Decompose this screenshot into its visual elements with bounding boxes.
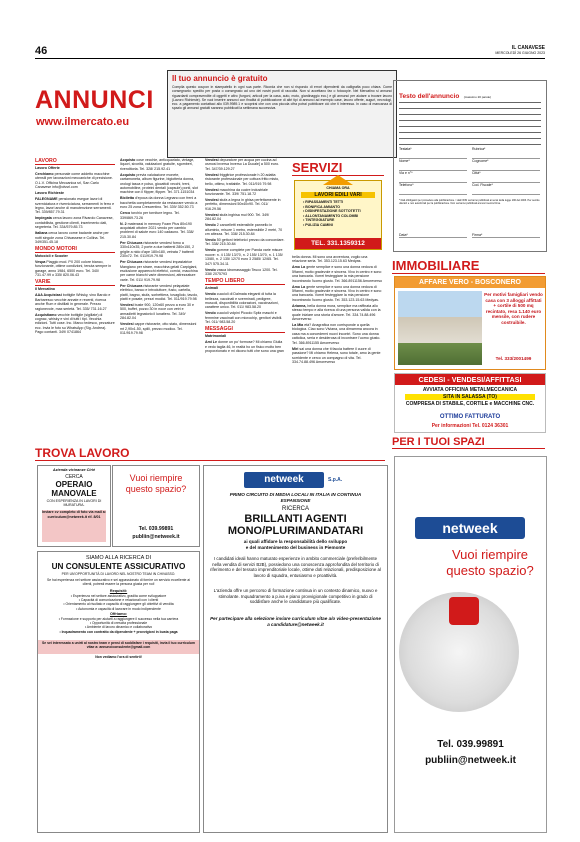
coupon-field[interactable]: Città* [472, 171, 540, 183]
list-item: Vendo vasca idromassaggio Teuco 1200. Tel. 338/ 2075793 [205, 267, 278, 277]
spazio-phone[interactable]: Tel. 039.99891 [138, 526, 174, 532]
cedesi-ad [394, 373, 546, 433]
list-item: • DISINFESTAZIONE SOTTOTETTI [303, 209, 361, 214]
coupon-box [393, 80, 547, 252]
coupon-fields-right [472, 147, 540, 195]
moto-title: MONDO MOTORI [35, 246, 115, 253]
servizi-ad [294, 180, 382, 250]
azienda-invio: Inviare cv completo di foto via mail a: curriculum@netweek.it rif. 8/01 [42, 510, 106, 542]
gratuito-box [167, 70, 397, 158]
roof-icon [323, 175, 353, 185]
list-item: AAA Acquistasi bottiglie Whisky, vino Barolo e Barbaresco vecchie annate e recenti, ricerca anche Rum e distillati in generale. Prezzo ragionevole, max serietà. Tel. 335/ 731.16.27 [35, 293, 111, 311]
immobiliare-title: IMMOBILIARE [392, 258, 545, 274]
consulente-intro: Se hai esperienza nel settore assicurativo e sei appassionato di fornire un servizio eccellente ai clienti, potresti essere la persona giusta per noi! [46, 578, 191, 587]
list-item: Acquisto cose vecchie, anticquariato, vintage, liquori, sivorità, valutazioni gratuite, sgomberi, rivenditoria. Tel. 328/ 215.92.41 [120, 158, 195, 171]
list-item: • Esperienza nel settore assicurativo, gradita come sviluppatore [70, 594, 167, 598]
per-tuoi-spazi-section [392, 436, 545, 449]
consulente-role: UN CONSULENTE ASSICURATIVO [51, 562, 186, 571]
cedesi-line: SITA IN SALASSA (TO) [405, 394, 535, 400]
varie-title: VARIE [35, 279, 115, 286]
list-item: Vendesi buste 900, 120x60 pezzo a euro 30 e 500, buffet, pozzo 30 in noce con vetri e armadietti legnatorio il lunatiero. Tel. 349/ 284.82.04 [120, 302, 194, 321]
list-item: Vendo 50 gettoni telefonici prezzo da concordare. Tel. 338/ 215.30.84 [205, 238, 285, 247]
servizi-banner: LAVORI EDILI VARI [301, 192, 375, 198]
cedesi-line: OTTIMO FATTURATO [439, 414, 501, 420]
list-item: Per Chiusura ristorante vendesi impastatrice Mangiano per strare, macchina gelati Carpigiani, esclusione apparecchi elettrici, cornici, macchina per carne bianchi varie dimensioni, attrezzature varie. Tel. 011/ 919.79.98 [120, 260, 198, 282]
spazio-slogan: Vuoi riempire questo spazio? [125, 473, 187, 494]
list-item: Italiana cerca lavoro come badante anche per notti singole zona Chivassese e Collina. Tel. 349/351.45.18 [35, 231, 109, 245]
consulente-ad [37, 551, 200, 833]
cedesi-line: COMPRESA DI STABILE, CORTILE e MACCHINE CNC. [405, 401, 535, 407]
affare-title: AFFARE VERO - BOSCONERO [395, 277, 545, 288]
consulente-footer2: Non vediamo l'ora di sentirti! [95, 655, 142, 659]
list-item: Amo La gente semplice e sono una donna vedova di 59anni, molto gradevole e sincera. Vivo in centro e sono una bancaria. Vorrei festeggiare la mia pensione incontrando l'uomo giusto. Tel. 353.123.15.63 Medyas. [292, 284, 382, 302]
list-item: Per Chiusura ristorante vendesi pelapatate elettrico, banco e introduttore, fusto, cartella, piatti, bagno, stufa, sorbettiera, tovagliolo, tavolo, piatti e posate, prezzi modici. Tel. 011/919.79.98 [120, 283, 199, 301]
column-mercatino-3 [205, 158, 285, 355]
coupon-field[interactable]: Nome* [399, 159, 467, 171]
per-tuoi-spazi-phone[interactable]: Tel. 039.99891 [437, 739, 504, 750]
list-item: • Formazione e supporto per aiutarti a raggiungere il successo nella tua carriera [58, 617, 179, 621]
list-item: Vendesi depuratore per acqua per cucina ad osmosi inversa Inverso La Ducale] a 500 euro. Tel. 347/39.129.27 [205, 158, 280, 171]
subsection-title: Il Mercatino [35, 287, 55, 292]
subsection-title: Motocicli e Scooter [35, 254, 68, 259]
list-item: Vendesi stufa inghisa mui 900. Tel. 349/ 284.82.04 [205, 212, 270, 222]
consulente-req-list [42, 594, 195, 611]
list-item: • BONIFICA AMIANTO [303, 204, 341, 209]
messaggi-title: MESSAGGI [205, 326, 285, 333]
per-tuoi-spazi-email[interactable]: publiin@netweek.it [425, 755, 516, 766]
annunci-block [35, 86, 160, 156]
trova-lavoro-title: TROVA LAVORO [35, 446, 385, 461]
list-item: Vespa Piaggio mod. PX 200 colore bianco, funzionante, ottime condizioni, tenuta sempre in garage, anno 1984, 6500 euro. Tel. 340/ 731.47.99 o 335/ 820.06.43 [35, 260, 112, 278]
list-item: Impiegata cerca lavoro zona Rivarolo Canavese, contabilista, gestione clienti, inserimento dati, segreteria. Tel. 334/579.85.73 [35, 216, 114, 230]
affare-phone[interactable]: Tel. 333/2001499 [495, 356, 532, 361]
spazio-ad-small [112, 465, 200, 547]
issue-date: MERCOLEDÌ 26 GIUGNO 2023 [495, 51, 545, 55]
coupon-sign[interactable]: Firma* [472, 233, 540, 238]
list-item: • Opportunità di crescita professionale [89, 621, 148, 626]
consulente-title: SIAMO ALLA RICERCA DI [85, 555, 152, 561]
list-item: Vendo gomme complete per Panda varie misure nuove: n. 4 135/ 13/70, n. 2 155/ 13/70, n. 1 135/ 13/80, n. 2 135/ 12/70 euro 3 2585/ 12/65. Tel. 347/ 575.34.11 [205, 248, 283, 266]
list-item: FALEGNAME pensionato esegue lavori di sverniciatura e riverniciatura, serramenti in ferro e legno, lavori anche di manutenzione serramenti. Tel. 339/857.79.31 [35, 197, 115, 215]
netweek-agenti-ad [203, 465, 388, 833]
gratuito-text: Compila questo coupon in stampatello in ogni sua parte. Ricorda che non si rispondo di errori dipendenti da calligrafia poco chiara. Come consegnarlo: spedito per posta o consegnato ad uno dei nostri punti di raccolta. Non si accettano fax o fotocopie. Nel Mercatino si annunci riguardanti compravendite di oggetti e altro (furgoni, articoli per la casa, auto, moto, giardinaggio ecc.) e gli annunci per aiutare a trovare lavoro (Lavoro Richieste). Se vuoi inserire annunci con finalità di pubblicazione di altri tipi di annunci ad esempio case, lavoro offerte, auguri, necrologi, ecc. a pagamento contattaci allo 039.9989.1 e scoprirai che con una piccola cifra potrai pubblicare ciò che ti interessa. In caso di mancanza di spazio gli annunci gratuiti saranno pubblicati la settimana successiva. [172, 85, 392, 111]
coupon-field[interactable]: Cognome* [472, 159, 540, 171]
affare-ad [394, 276, 546, 370]
annunci-title: ANNUNCI [35, 86, 154, 114]
page-header [35, 45, 545, 58]
netweek-ricerca: RICERCA [281, 506, 309, 512]
list-item: La Mia età? Anagrafica non corrisponde a quella biologica. Ciao sono Viviana, una dimamma ancora in casa ma a concedermi nuovi incontri. Sono una donna cattolica, seria e desiderosa di incontrare l'uomo giusto. Tel. 366.8911155 Amoreverso [292, 323, 381, 345]
consulente-footer-text: Se sei interessato a unirti al nostro team e pensi di soddisfare i requisiti, invia il tuo curriculum vitae a: annunciconsulente@gmail.com [42, 641, 195, 650]
list-item: Vendesi stufa a legna in ghisa perfettamente in perfetto, dimensioni 50x40x90. Tel. 011/ 916.29.56 [205, 198, 281, 211]
coupon-field[interactable]: Rubrica* [472, 147, 540, 159]
list-item: • PULIZIA CAMINI [303, 222, 333, 227]
servizi-section [292, 160, 384, 250]
coupon-subtitle: (massimo 20 parole) [463, 95, 492, 99]
spazio-email[interactable]: publiin@netweek.it [132, 534, 180, 540]
list-item: Vendo cuccioli volpini Piccolo Spitz maschi e femmine vaccinati con microchip, genitori visibili. Tel. 011/ 983.58.20 [205, 311, 283, 325]
list-item: Vendesi friggitrice professionale h 20 adatta ristorante professionale per cottura fritto misto, bello, ottimo, trattabile. Tel. 011/919.79.98 [205, 172, 280, 186]
gratuito-title: Il tuo annuncio è gratuito [172, 74, 268, 83]
coupon-date[interactable]: Data* [399, 233, 467, 238]
list-item: • ALLONTANAMENTO COLOMBI [303, 213, 359, 218]
list-item: • Inquadramento con contratto da dipendente + provvigioni in busta paga [59, 629, 178, 634]
coupon-field[interactable]: Telefono* [399, 183, 467, 195]
list-item: N. 2 materassi in memory Foam Plus 80x190 acquistati ottobre 2021 vendo per cambio problemi di salute euro 140 cadauno. Tel. 338/ 215.30.84 [120, 221, 194, 239]
servizi-phone[interactable]: TEL. 331.1359312 [295, 238, 381, 249]
cedesi-title: CEDESI - VENDESI/AFFITTASI [395, 374, 545, 385]
netweek-sub: e del mantenimento del business in Piemonte [245, 545, 346, 550]
servizi-list [303, 200, 375, 228]
house-photo [398, 291, 482, 365]
netweek-text: L'azienda offre un percorso di formazione continua in un contesto dinamico, nuovo e stimolante. Inquadramento a p.iva e piano provvigionale competitivo in grado di soddisfare anche le candidature più qualificate. [213, 588, 378, 605]
consulente-footer [38, 640, 199, 654]
list-item: Vendesi macchina da cucire industriale funzionante. Tel. 339/ 751.18.72 [205, 187, 268, 197]
azienda-ad [37, 465, 111, 547]
column-messaggi [292, 255, 382, 366]
netweek-apply[interactable]: Per partecipare alla selezione inviare curriculum vitae a/o video-presentazione a candidature@netweek.it [210, 616, 381, 627]
azienda-role: OPERAIO [55, 480, 93, 489]
list-item: • Ambiente di lavoro dinamico e collaborativo [84, 625, 153, 630]
list-item: Miri sai una donna che ti faccia battere il cuore di passione? Mi chiamo Helena, sono totale, amo la gente sorridente e cerco un compagno di vita. Tel. 334.74.88.496 Amoreverso [292, 346, 381, 364]
consulente-off-list [42, 617, 195, 634]
annunci-url[interactable]: www.ilmercato.eu [36, 116, 130, 128]
list-item: Biciletta d'epoca da donna Legnano con freni a bacchetta completamente da restaurare vendo a euro 25 zona Crescentino. Tel. 339/ 352.50.73 [120, 196, 198, 210]
netweek-role: MONO/PLURIMANDATARI [227, 525, 364, 537]
list-item: • Orientamento al risultato e capacità di raggiungere gli obiettivi di vendita [63, 602, 174, 607]
affare-text: Per motivi famigliari vendo casa con 3 alloggi affittati + cortile di 500 mq recintato, resa 1.140 euro mensile, con rudere costruibile. [484, 292, 543, 325]
netweek-logo: netweek [244, 472, 324, 488]
coupon-note: * Dati obbligatori per procedere alla pubblicazione. I dati NON verranno pubblicati ai sensi della legge 196 del 2003. Per sentire ulteriori e non autorizzati per la pubblicazione. Non verranno pubblicati annunci senza firma. [399, 199, 540, 206]
list-item: Cerchiamo personale come addetto macchine utensili per lavorazioni meccaniche di precisione. O.L.V. Officina Meccanica srl, San Carlo Canavese info@olvsrl.com [35, 172, 113, 190]
consulente-req-title: Requisiti: [109, 589, 128, 593]
azienda-sub: CON ESPERIENZA IN LAVORI DI MURATURA. [46, 499, 102, 508]
puzzle-icon [399, 592, 519, 712]
list-item: Acquisto previa valutazione monete, cartamoneta, album figurine, bigiotteria donna, orologi tasca e polso, giocattoli vecchi, treni, automobiline, proteini dentali (capsule) ponti, slot machine con il flipper, flipper. Tel. 371.1151034 [120, 172, 198, 195]
coupon-fields-left [399, 147, 467, 195]
consulente-sub: PER UN'OPPORTUNITÀ DI LAVORO NEL NOSTRO TEAM IN CHIVASSO. [61, 572, 176, 576]
servizi-title: SERVIZI [292, 160, 384, 176]
subsection-title: Matrimoniali [205, 334, 227, 339]
netweek-role: BRILLANTI AGENTI [244, 513, 347, 525]
paper-name: IL CANAVESE [511, 45, 545, 51]
netweek-sub: ai quali affidare la responsabilità dello sviluppo [243, 539, 348, 544]
list-item: Per Chiusura ristorante vendesi forno a 330x110x35, 2 porte a due battenti 280x150, 2 griglie a nido d'ape 180x180, vetrata 7 battenti 230x72. Tel. 011/919.79.98 [120, 240, 195, 259]
coupon-field[interactable]: Cod. Fiscale* [472, 183, 540, 195]
per-tuoi-spazi-title: PER I TUOI SPAZI [392, 436, 545, 449]
page-number: 46 [35, 45, 48, 57]
cedesi-line: AVVIATA OFFICINA METALMECCANICA [422, 387, 518, 393]
trova-lavoro-section [35, 446, 385, 461]
list-item: • TINTEGGIATURE [303, 218, 335, 223]
lavoro-title: LAVORO [35, 158, 115, 165]
list-item: Ami Le donne un po' formose? Mi chiamo Giulia e vedo taglia 46, in realtà ho un fisico molto ben proporzionato e mi dicono tutti che sono una gran [205, 340, 284, 353]
netweek-lead: PRIMO CIRCUITO DI MEDIA LOCALI IN ITALIA IN CONTINUA ESPANSIONE [229, 492, 362, 503]
coupon-field[interactable]: Via e n°* [399, 171, 467, 183]
puzzle-piece-icon [449, 597, 479, 625]
netweek-text: I candidati ideali hanno maturato esperienze in ambito commerciale (preferibilmente nella vendita di servizi B2B), possiedono una conoscenza approfondita del territorio di riferimento e del tessuto imprenditoriale locale, ottime doti relazionali, predisposizione al lavoro di squadra, entusiasmo e proattività. [210, 556, 381, 578]
coupon-field[interactable]: Testata* [399, 147, 467, 159]
immobiliare-section [392, 258, 545, 274]
list-item: Vendo 2 cancelletti estensibile pannello in alluminio, misure 1 metro, estensibile 2 metri, 70 cm altezza. Tel. 338/ 215.30.84 [205, 223, 283, 237]
list-item: Acquistiamo vecchie bottiglie (sigillate) di cognac, whisky e vini di tutti i tipi. Vecchia edizioni. Tutti cose. Inc. Marco tedesco, pezzature ecc. Invia le foto su WhatsApp (Sig. Andrea). Pago contanti. 349/ 0741864 [35, 312, 115, 335]
per-tuoi-spazi-ad [394, 456, 547, 833]
list-item: Vendo cuccioli di Dalmata eleganti di tutta la bellezza, vaccinati e sverminati, pedigree, muscoli, disponibilità colorazioni, vaccinazioni, carattere unico. Tel. 011/ 983.58.20 [205, 292, 279, 310]
cedesi-phone[interactable]: Per informazioni Tel. 0124 36301 [431, 423, 509, 429]
azienda-title: Azienda vicinanze Cirié [52, 468, 96, 472]
consulente-off-title: Offriamo: [109, 612, 128, 616]
netweek-logo: netweek [415, 517, 525, 539]
column-mercatino-2 [120, 158, 200, 337]
header-rule [35, 58, 545, 59]
list-item: bella donna. Mi sono una avventura, voglio una relazione seria. Tel. 353.123.15.63 Medyas. [292, 255, 368, 264]
azienda-role: MANOVALE [51, 489, 97, 498]
subsection-title: Lavoro Offerte [35, 166, 60, 170]
chiama-label: CHIAMA ORA [326, 186, 350, 190]
per-tuoi-spazi-slogan: Vuoi riempire questo spazio? [446, 547, 534, 578]
list-item: Cerco torchio per torniture legno. Tel. 339/869.73.26 [120, 211, 180, 220]
subsection-title: Animali [205, 286, 218, 291]
list-item: • Capacità di comunicazione e relazionali con i clienti [78, 598, 159, 603]
netweek-spa: S.p.A. [328, 477, 343, 483]
list-item: Vendesi cappe ristorante, otto stato, dimensioni mt 2,90x1.50, spilli, prezzo modico. Tel. 011/919.79.98 [120, 322, 197, 335]
coupon-text-lines[interactable] [399, 97, 541, 141]
list-item: Arianna, bella donna mora, semplice ma raffinata allo stesso tempo e alla ricerca di una persona valida con la quale iniziare una storia d'amore. Tel. 334.74.88.496 Amoreverso [292, 303, 381, 322]
list-item: • Autonomia e capacità di lavorare in modo indipendente [76, 606, 161, 611]
tempo-libero-title: TEMPO LIBERO [205, 278, 285, 285]
azienda-cerca: CERCA [65, 474, 83, 480]
list-item: • RIPASSAMENTI TETTI [303, 200, 344, 204]
subsection-title: Lavoro Richieste [35, 191, 64, 196]
column-lavoro-varie [35, 158, 115, 336]
coupon-title: Testo dell'annuncio [399, 93, 460, 100]
list-item: Amo La gente semplice e sono una donna vedova di 59anni, molto gradevole e sincera. Vivo in centro e sono una bancaria. Vorrei festeggiare la mia pensione incontrando l'uomo giusto. Tel. 366.8911156 Amoreverso [292, 265, 382, 283]
